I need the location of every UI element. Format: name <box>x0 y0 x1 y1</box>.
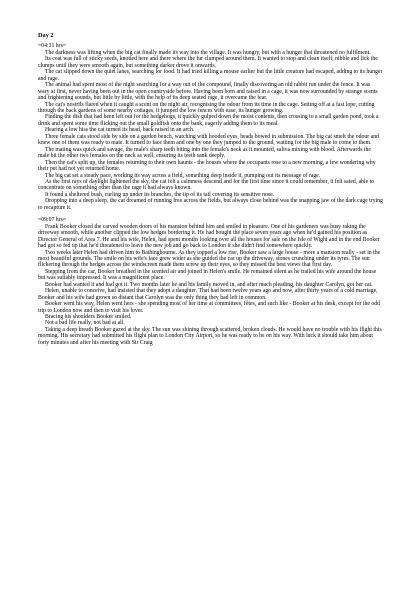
paragraph: Frank Booker closed the carved wooden doors of his mansion behind him and smiled in pleasure. One of his gardeners was busy raking the driveway smooth, while another clipped the low hedges bordering it. He had bought the place seven years ago when he'd gained his position as Director General of Area 7. He and his wife, Helen, had spent months looking over all the houses for sale on the Isle of Wight and in the end Booker had got so fed up that he'd threatened to leave the new job and go back to London if she didn't find somewhere quickly. <box>38 223 380 250</box>
paragraph: Booker had wanted it and had got it. Two months later he and his family moved in, and after much pleading, his daughter Carolyn, got her cat. <box>45 281 373 288</box>
paragraph: Finding the dish that had been left out for the hedgehogs, it quickly gulped down the moist contents, then crossing to a small garden pond, took a drink and spent some time flicking out the small goldfish onto the bank, eagerly adding them to its meal. <box>38 114 379 127</box>
paragraph: Helen, unable to conceive, had insisted that they adopt a daughter. That had been twelve years ago and now, after thirty years of a cold marriage, Booker and his wife had grown so distant that Carolyn was the only thing they had left in common. <box>38 288 378 301</box>
paragraph: Not a bad life really, not bad at all. <box>45 320 125 327</box>
paragraph: The cat's nostrils flared when it caught a scent on the night air, recognising the odour from its time in the cage. Setting off at a fast lope, cutting through the back gardens of some nearby cottages, it jumped the low fences with ease, its hunger growing. <box>38 101 375 114</box>
paragraph: Bracing his shoulders Booker smiled. <box>45 314 132 321</box>
paragraph: The big cat set a steady pace, working its way across a field, something deep inside it, pumping out its message of rage. <box>45 172 321 179</box>
paragraph: Booker went his way, Helen went hers - she spending most of her time at committees, fêtes, and such like - Booker at his desk, except for the odd trip to London now and then to visit his lover. <box>38 301 380 314</box>
paragraph: Taking a deep breath Booker gazed at the sky. The sun was shining through scattered, broken clouds. He would have no trouble with his flight this morning. His secretary had submitted his flight plan to London City Airport, so he was ready to be on his way. With luck it should take him about forty minutes and after his meeting with Sir Craig <box>38 326 382 346</box>
paragraph: As the first rays of daylight lightened the sky, the cat felt a calmness descend and for the first time since it could remember, it felt sated, able to concentrate on something other than the rage it had always known. <box>38 178 375 192</box>
paragraph: Then the cat's split up, the females returning to their own haunts - the houses where the occupants rose to a new morning, a few wondering why their pet had not yet returned home. <box>38 159 376 173</box>
paragraph: The darkness was lifting when the big cat finally made its way into the village. It was hungry, but with a hunger that threatened no fulfilment. <box>45 49 371 56</box>
paragraph: Its coat was full of sticky seeds, knotted here and there where the fur clumped around them. It wanted to stop and clean itself, nibble and lick the clumps until they were smooth again, but something darker drove it onwards. <box>38 56 378 69</box>
section-body <box>38 50 383 211</box>
paragraph: The mating was quick and savage, the male's sharp teeth biting into the female's neck as it mounted, saliva mixing with blood. Afterwards the male bit the other two females on the neck as well, ensuring its teeth sank deeply. <box>38 146 371 160</box>
timestamp: =04:31 hrs= <box>38 43 67 50</box>
timestamp: =09:07 hrs= <box>38 217 67 224</box>
section-body <box>38 224 383 347</box>
paragraph: Dropping into a deep sleep, the cat dreamed of running free across the fields, but always close behind was the snapping jaw of the dark cage trying to recapture it. <box>38 198 383 211</box>
paragraph: It found a sheltered bush, curling up under its branches, the tip of its tail covering its sensitive nose. <box>45 191 275 198</box>
paragraph: The cat slipped down the quiet lanes, searching for food. It had tried killing a mouse earlier but the little creature had escaped, adding to its hunger and rage. <box>38 69 383 82</box>
paragraph: The animal had spent most of the night searching for a way out of the compound, finally discovering an old rabbit run under the fence. It was wary at first, never having been out in the open countryside before. Having been born and raised in a cage, it was now surrounded by strange scents and frightening sounds, but little by little, with the help of its deep seated rage, it overcame the fear. <box>38 82 378 102</box>
paragraph: Three female cats stood side by side on a garden bench, watching with hooded eyes, heads bowed in submission. The big cat smelt the odour and knew one of them was ready to mate. It turned to face them and one by one they jumped to the ground, waiting for the big male to come to them. <box>38 133 379 147</box>
paragraph: Stepping from the car, Booker breathed in the scented air and joined in Helen's smile. He remained silent as he trailed his wife around the house but was suitably impressed. It was a magnificent place. <box>38 268 377 282</box>
paragraph: Two weeks later Helen had driven him to Bathingbourne. As they topped a low rise, Booker saw a large house - more a mansion really - set in the most beautiful grounds. The smile on his wife's face grew wider as she guided the car up the driveway, stones crunching under its tyres. The sun flickering through the hedges across the windscreen made them screw up their eyes, so they missed the best views that first day. <box>38 249 381 269</box>
chapter-heading: Day 2 <box>38 32 54 39</box>
paragraph: Hearing a low hiss the cat turned its head, back raised in an arch. <box>45 127 195 134</box>
